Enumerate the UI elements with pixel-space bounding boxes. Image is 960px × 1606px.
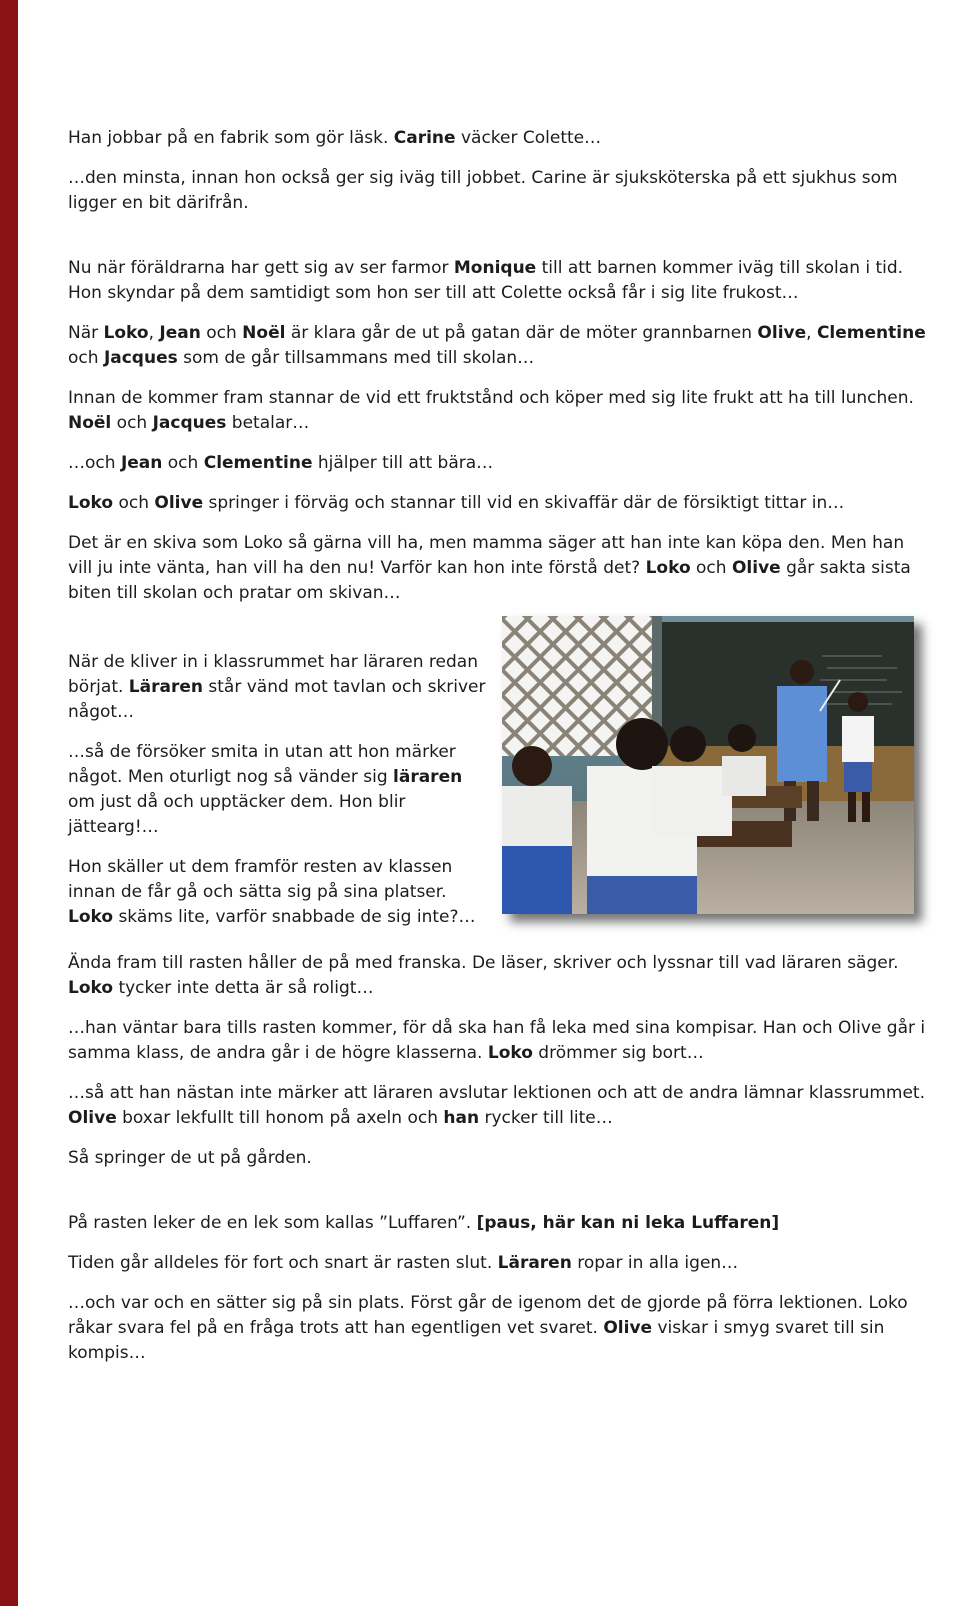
paragraph-9: När de kliver in i klassrummet har läraren redan börjat. Läraren står vänd mot tavlan och skriver något… bbox=[68, 652, 486, 722]
paragraph-7: Loko och Olive springer i förväg och stannar till vid en skivaffär där de försiktigt tittar in… bbox=[68, 493, 845, 513]
paragraph-8: Det är en skiva som Loko så gärna vill ha, men mamma säger att han inte kan köpa den. Men han vill ju inte vänta, han vill ha den nu! Varför kan hon inte förstå det? Loko och Olive går sakta sista biten till skolan och pratar om skivan… bbox=[68, 533, 911, 603]
paragraph-11: Hon skäller ut dem framför resten av klassen innan de får gå och sätta sig på sina platser. Loko skäms lite, varför snabbade de sig inte?… bbox=[68, 857, 476, 927]
paragraph-4: När Loko, Jean och Noël är klara går de ut på gatan där de möter grannbarnen Olive, Clementine och Jacques som de går tillsammans med till skolan… bbox=[68, 323, 926, 368]
paragraph-2: …den minsta, innan hon också ger sig iväg till jobbet. Carine är sjuksköterska på ett sjukhus som ligger en bit därifrån. bbox=[68, 168, 898, 213]
paragraph-12: Ända fram till rasten håller de på med franska. De läser, skriver och lyssnar till vad läraren säger. Loko tycker inte detta är så roligt… bbox=[68, 953, 899, 998]
side-accent-bar bbox=[0, 0, 18, 1606]
paragraph-18: …och var och en sätter sig på sin plats. Först går de igenom det de gjorde på förra lektionen. Loko råkar svara fel på en fråga trots att han egentligen vet svaret. Olive viskar i smyg svaret till sin kompis… bbox=[68, 1293, 908, 1363]
paragraph-6: …och Jean och Clementine hjälper till att bära… bbox=[68, 453, 494, 473]
paragraph-16: På rasten leker de en lek som kallas ”Luffaren”. [paus, här kan ni leka Luffaren] bbox=[68, 1213, 780, 1233]
paragraph-15: Så springer de ut på gården. bbox=[68, 1148, 312, 1168]
story-page bbox=[68, 126, 928, 1366]
paragraph-10: …så de försöker smita in utan att hon märker något. Men oturligt nog så vänder sig läraren om just då och upptäcker dem. Hon blir jättearg!… bbox=[68, 742, 463, 837]
paragraph-3: Nu när föräldrarna har gett sig av ser farmor Monique till att barnen kommer iväg till skolan i tid. Hon skyndar på dem samtidigt som hon ser till att Colette också får i sig lite frukost… bbox=[68, 258, 904, 303]
paragraph-5: Innan de kommer fram stannar de vid ett fruktstånd och köper med sig lite frukt att ha till lunchen. Noël och Jacques betalar… bbox=[68, 388, 914, 433]
paragraph-14: …så att han nästan inte märker att läraren avslutar lektionen och att de andra lämnar klassrummet. Olive boxar lekfullt till honom på axeln och han rycker till lite… bbox=[68, 1083, 926, 1128]
classroom-text-column bbox=[68, 650, 488, 930]
paragraph-17: Tiden går alldeles för fort och snart är rasten slut. Läraren ropar in alla igen… bbox=[68, 1253, 739, 1273]
classroom-photo bbox=[502, 616, 914, 914]
paragraph-13: …han väntar bara tills rasten kommer, för då ska han få leka med sina kompisar. Han och Olive går i samma klass, de andra går i de högre klasserna. Loko drömmer sig bort… bbox=[68, 1018, 926, 1063]
classroom-section bbox=[68, 616, 928, 936]
paragraph-1: Han jobbar på en fabrik som gör läsk. Carine väcker Colette… bbox=[68, 128, 602, 148]
